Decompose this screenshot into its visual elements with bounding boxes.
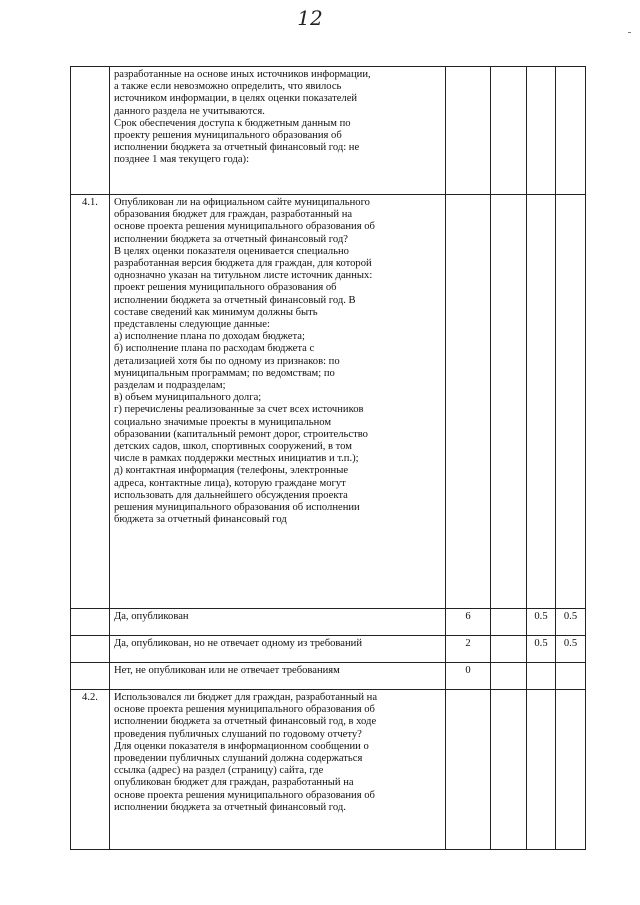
text-line: исполнении бюджета за отчетный финансовый год. В <box>114 294 356 306</box>
text-line: решения муниципального образования об исполнении <box>114 502 360 514</box>
value-cell: 0.5 <box>556 636 586 663</box>
text-line: бюджета за отчетный финансовый год <box>114 514 287 526</box>
row-text <box>110 195 446 609</box>
text-line: однозначно указан на титульном листе источник данных: <box>114 270 373 282</box>
text-line: числе в рамках поддержки местных инициатив и т.п.); <box>114 453 359 465</box>
text-line: В целях оценки показателя оценивается специально <box>114 245 349 257</box>
value-cell <box>491 690 527 850</box>
text-line: Для оценки показателя в информационном сообщении о <box>114 740 369 752</box>
text-line: муниципальным программам; по ведомствам; по <box>114 367 335 379</box>
score-cell <box>446 67 491 195</box>
value-cell <box>527 663 556 690</box>
table-row-option <box>71 663 586 690</box>
text-line: образовании (капитальный ремонт дорог, строительство <box>114 428 368 440</box>
text-line: адреса, контактные лица), которую граждане могут <box>114 477 346 489</box>
criteria-table <box>70 66 586 850</box>
score-cell <box>446 690 491 850</box>
value-cell: 0.5 <box>556 609 586 636</box>
score-cell: 6 <box>446 609 491 636</box>
scan-mark <box>628 32 631 33</box>
value-cell <box>491 636 527 663</box>
text-line: представлены следующие данные: <box>114 319 270 331</box>
row-number: 4.2. <box>71 690 110 850</box>
text-line: в) объем муниципального долга; <box>114 392 262 404</box>
text-line: источником информации, в целях оценки показателей <box>114 93 358 105</box>
value-cell <box>556 690 586 850</box>
text-line: позднее 1 мая текущего года): <box>114 154 250 166</box>
row-number <box>71 636 110 663</box>
text-line: исполнении бюджета за отчетный финансовый год. <box>114 801 346 813</box>
text-line: образования бюджет для граждан, разработанный на <box>114 209 353 221</box>
score-cell: 2 <box>446 636 491 663</box>
row-number: 4.1. <box>71 195 110 609</box>
text-line: а) исполнение плана по доходам бюджета; <box>114 331 305 343</box>
text-line: разработанная версия бюджета для граждан, для которой <box>114 258 372 270</box>
text-line: ссылка (адрес) на раздел (страницу) сайта, где <box>114 765 324 777</box>
page-number: 12 <box>297 6 323 30</box>
row-number <box>71 609 110 636</box>
value-cell <box>491 663 527 690</box>
value-cell <box>491 609 527 636</box>
text-line: проведении публичных слушаний должна содержаться <box>114 753 363 765</box>
text-line: д) контактная информация (телефоны, электронные <box>114 465 349 477</box>
row-text <box>110 690 446 850</box>
table-row-continuation <box>71 67 586 195</box>
text-line: детских садов, школ, спортивных сооружений, в том <box>114 441 352 453</box>
value-cell <box>491 67 527 195</box>
text-line: разработанные на основе иных источников информации, <box>114 69 371 80</box>
option-label: Да, опубликован, но не отвечает одному из требований <box>110 636 446 663</box>
value-cell <box>491 195 527 609</box>
text-line: проведения публичных слушаний по годовому отчету? <box>114 728 362 740</box>
text-line: Опубликован ли на официальном сайте муниципального <box>114 197 370 208</box>
text-line: проект решения муниципального образования об <box>114 282 337 294</box>
text-line: исполнении бюджета за отчетный финансовый год: не <box>114 142 360 154</box>
option-label: Нет, не опубликован или не отвечает требованиям <box>110 663 446 690</box>
value-cell <box>527 690 556 850</box>
table-row-4-1 <box>71 195 586 609</box>
text-line: детализацией хотя бы по одному из признаков: по <box>114 355 340 367</box>
text-line: а также если невозможно определить, что явилось <box>114 81 342 93</box>
text-line: Срок обеспечения доступа к бюджетным данным по <box>114 117 351 129</box>
value-cell <box>527 195 556 609</box>
text-line: проекту решения муниципального образования об <box>114 130 342 142</box>
value-cell: 0.5 <box>527 636 556 663</box>
value-cell <box>556 663 586 690</box>
value-cell: 0.5 <box>527 609 556 636</box>
text-line: основе проекта решения муниципального образования об <box>114 789 375 801</box>
text-line: Использовался ли бюджет для граждан, разработанный на <box>114 692 378 703</box>
row-text <box>110 67 446 195</box>
text-line: основе проекта решения муниципального образования об <box>114 704 375 716</box>
text-line: исполнении бюджета за отчетный финансовый год, в ходе <box>114 716 377 728</box>
text-line: разделам и подразделам; <box>114 380 226 392</box>
text-line: г) перечислены реализованные за счет всех источников <box>114 404 364 416</box>
score-cell: 0 <box>446 663 491 690</box>
row-number <box>71 67 110 195</box>
row-number <box>71 663 110 690</box>
score-cell <box>446 195 491 609</box>
table-row-option <box>71 609 586 636</box>
text-line: социально значимые проекты в муниципальном <box>114 416 332 428</box>
text-line: основе проекта решения муниципального образования об <box>114 221 375 233</box>
option-label: Да, опубликован <box>110 609 446 636</box>
text-line: использовать для дальнейшего обсуждения проекта <box>114 489 348 501</box>
table-row-option <box>71 636 586 663</box>
value-cell <box>556 67 586 195</box>
text-line: б) исполнение плана по расходам бюджета с <box>114 343 315 355</box>
text-line: составе сведений как минимум должны быть <box>114 306 318 318</box>
table-row-4-2 <box>71 690 586 850</box>
text-line: исполнении бюджета за отчетный финансовый год? <box>114 233 348 245</box>
text-line: данного раздела не учитываются. <box>114 105 265 117</box>
value-cell <box>556 195 586 609</box>
text-line: опубликован бюджет для граждан, разработанный на <box>114 777 354 789</box>
value-cell <box>527 67 556 195</box>
